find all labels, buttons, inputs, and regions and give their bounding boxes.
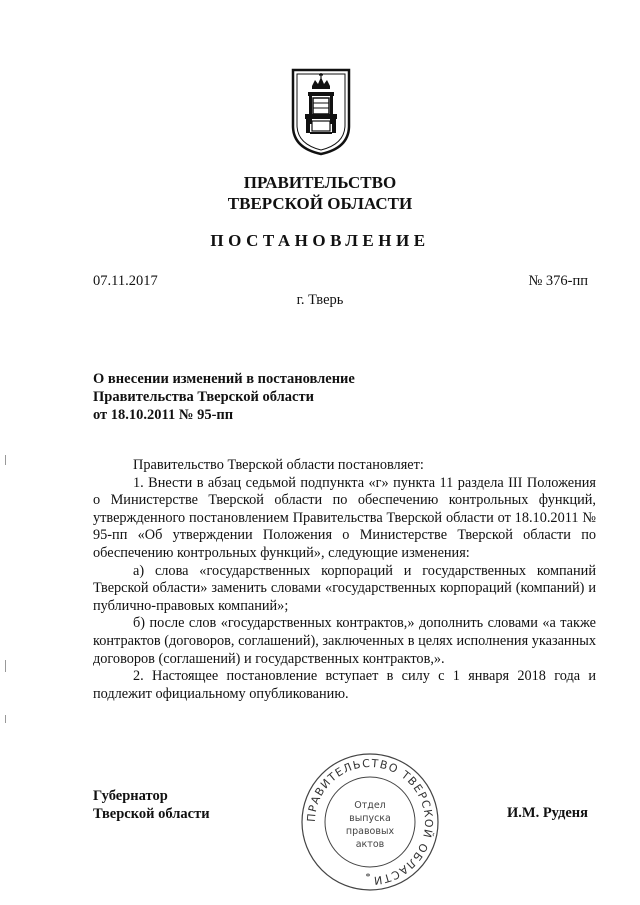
document-type: ПОСТАНОВЛЕНИЕ	[210, 231, 430, 250]
stamp-line2: выпуска	[349, 813, 391, 824]
subject-line1: О внесении изменений в постановление	[93, 371, 355, 387]
stamp-line1: Отдел	[354, 800, 386, 811]
body-paragraph-1b: б) после слов «государственных контрактов,» дополнить словами «а также контрактов (договоров, соглашений), заключенных в целях исполнения указанных договоров (соглашений) и государственных контрактов,».	[93, 615, 596, 667]
subject-line2: Правительства Тверской области	[93, 389, 314, 405]
stamp-star-icon: *	[365, 872, 371, 883]
body-intro: Правительство Тверской области постановляет:	[133, 457, 424, 473]
body-paragraph-1: 1. Внести в абзац седьмой подпункта «г» пункта 11 раздела III Положения о Министерстве Тверской области по обеспечению контрольных функций, утвержденного постановлением Правительства Тверской области от 18.10.2011 № 95-пп «Об утверждении Положения о Министерстве Тверской области по обеспечению контрольных функций», следующие изменения:	[93, 474, 596, 561]
org-title-line1: ПРАВИТЕЛЬСТВО	[243, 173, 397, 192]
document-number: № 376-пп	[528, 273, 588, 289]
stamp-line4: актов	[355, 839, 385, 850]
scan-edge-mark	[5, 715, 6, 723]
signatory-title	[93, 787, 210, 823]
document-subject	[93, 370, 453, 424]
scan-edge-mark	[5, 455, 6, 465]
signatory-title-line1: Губернатор	[93, 788, 168, 804]
stamp-line3: правовых	[345, 826, 395, 837]
tver-coat-of-arms-icon	[290, 68, 352, 156]
signatory-name: И.М. Руденя	[506, 805, 588, 821]
scan-edge-mark	[5, 660, 6, 672]
official-round-stamp-icon	[300, 752, 440, 892]
body-paragraph-2: 2. Настоящее постановление вступает в силу с 1 января 2018 года и подлежит официальному опубликованию.	[93, 668, 596, 702]
stamp-ring-text: ПРАВИТЕЛЬСТВО ТВЕРСКОЙ ОБЛАСТИ	[304, 756, 436, 888]
body-paragraph-1a: а) слова «государственных корпораций и государственных компаний Тверской области» заменить словами «государственных корпораций (компаний) и публично-правовых компаний»;	[93, 562, 596, 614]
signatory-title-line2: Тверской области	[93, 806, 210, 822]
document-body	[93, 457, 596, 703]
org-title-line2: ТВЕРСКОЙ ОБЛАСТИ	[227, 194, 413, 213]
document-city: г. Тверь	[296, 292, 344, 308]
document-date: 07.11.2017	[93, 273, 158, 289]
subject-line3: от 18.10.2011 № 95-пп	[93, 407, 234, 423]
